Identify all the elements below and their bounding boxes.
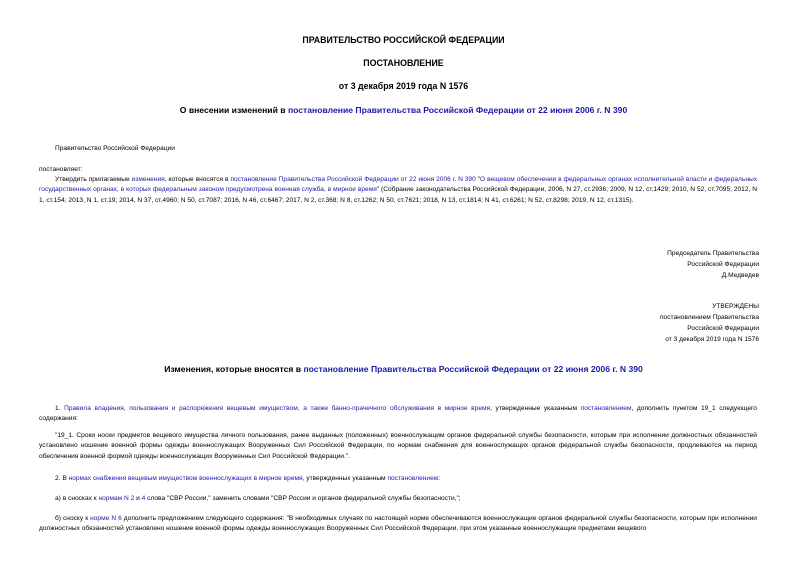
changes-title-link[interactable]: постановление Правительства Российской Федерации от 22 июня 2006 г. N 390 [303, 364, 643, 374]
rules-link[interactable]: Правила владения, пользования и распоряжения вещевым имуществом, а также банно-прачечного обслуживания в мирное время [64, 405, 491, 412]
signature-name: Д.Медведев [721, 272, 759, 279]
item-2 [55, 474, 440, 484]
resolution-390-name-link[interactable]: О вещевом обеспечении в федеральных органах исполнительной власти и федеральных государственных органах, в которых федеральным законом предусмотрена военная служба, в мирное время [39, 176, 757, 194]
signature-block [667, 248, 759, 281]
item-1-text-b: , дополнить пунктом 19_1 следующего содержания: [39, 405, 757, 423]
document-date-number: от 3 декабря 2019 года N 1576 [338, 81, 469, 91]
resolves-text: постановляет: [39, 166, 83, 173]
resolution-390-link[interactable]: постановление Правительства Российской Федерации от 22 июня 2006 г. N 390 [230, 176, 476, 183]
item-2b-text-b: дополнить предложением следующего содержания: "В необходимых случаях по настоящей норме обеспечиваются военнослужащие органов федеральной службы безопасности, которым при исполнении должностных обязанностей установлено ношение военной формы одежды военнослужащих Вооруженных Сил Российской Федерации, при этом указанные военнослужащие предметами вещевого [39, 515, 757, 533]
changes-title-prefix: Изменения, которые вносятся в [164, 364, 304, 374]
item-2-resolution-link[interactable]: постановлением [387, 475, 439, 482]
item-2-number: 2. В [55, 475, 69, 482]
government-heading: ПРАВИТЕЛЬСТВО РОССИЙСКОЙ ФЕДЕРАЦИИ [302, 35, 505, 45]
item-2-text-b: : [438, 475, 441, 482]
supply-norms-link[interactable]: нормах снабжения вещевым имуществом военнослужащих в мирное время [68, 475, 303, 482]
signature-country: Российской Федерации [687, 261, 759, 268]
item-2b [39, 514, 757, 535]
item-2a-text-c: слова "СВР России," заменить словами "СВР России и органов федеральной службы безопасности,"; [145, 495, 461, 502]
document-title-prefix: О внесении изменений в [179, 105, 288, 115]
p1-text-a: Утвердить прилагаемые [55, 176, 132, 183]
p1-text-d: " (Собрание законодательства Российской Федерации, 2006, N 27, ст.2936; 2009, N 12, ст.1429; 2010, N 52, ст.7095; 2012, N 1, ст.154; 2013, N 1, ст.19; 2014, N 37, ст.4960; N 50, ст.7087; 2016, N 46, ст.6467; 2017, N 2, ст.368; N 8, ст.1262; N 50, ст.7621; 2018, N 13, ст.1814; N 41, ст.6261; N 52, ст.8298; 2019, N 12, ст.1315). [39, 186, 757, 204]
item-1-number: 1. [55, 405, 65, 412]
signature-position: Председатель Правительства [667, 250, 759, 257]
p1-text-c: " [475, 176, 481, 183]
approved-by: постановлением Правительства [659, 314, 759, 321]
approved-label: УТВЕРЖДЕНЫ [712, 303, 759, 310]
quote-19-1: "19_1. Сроки носки предметов вещевого имущества личного пользования, ранее выданных (положенных) военнослужащим органов федеральной службы безопасности, которым при исполнении должностных обязанностей установлено ношение военной формы одежды военнослужащих Вооруженных Сил Российской Федерации, по нормам снабжения для военнослужащих органов федеральной службы безопасности, продлеваются на период обеспечения военной формой одежды военнослужащих Вооруженных Сил Российской Федерации.". [39, 432, 757, 460]
title-resolution-link[interactable]: постановление Правительства Российской Федерации от 22 июня 2006 г. N 390 [287, 105, 628, 115]
norm-2-link[interactable]: нормам N 2 [98, 495, 135, 502]
item-1-resolution-link[interactable]: постановлением [580, 405, 632, 412]
approved-date: от 3 декабря 2019 года N 1576 [665, 336, 759, 343]
approved-country: Российской Федерации [687, 325, 759, 332]
item-1 [39, 404, 757, 425]
changes-title [0, 364, 807, 374]
issuer-text: Правительство Российской Федерации [55, 145, 175, 152]
item-1-text-a: , утвержденные указанным [490, 405, 581, 412]
approved-block [660, 301, 759, 345]
changes-link[interactable]: изменения [131, 176, 165, 183]
document-type-heading: ПОСТАНОВЛЕНИЕ [363, 58, 444, 68]
item-2a-text-b: и [134, 495, 142, 502]
item-2-text-a: , утвержденных указанным [302, 475, 388, 482]
p1-text-b: , которые вносятся в [164, 176, 231, 183]
document-title [0, 105, 807, 115]
paragraph-approve [39, 175, 757, 206]
item-2a-text-a: а) в сносках к [55, 495, 99, 502]
item-2b-text-a: б) сноску к [55, 515, 91, 522]
norm-4-link[interactable]: 4 [141, 495, 146, 502]
item-2a [55, 494, 461, 504]
norm-6-link[interactable]: норме N 6 [90, 515, 122, 522]
